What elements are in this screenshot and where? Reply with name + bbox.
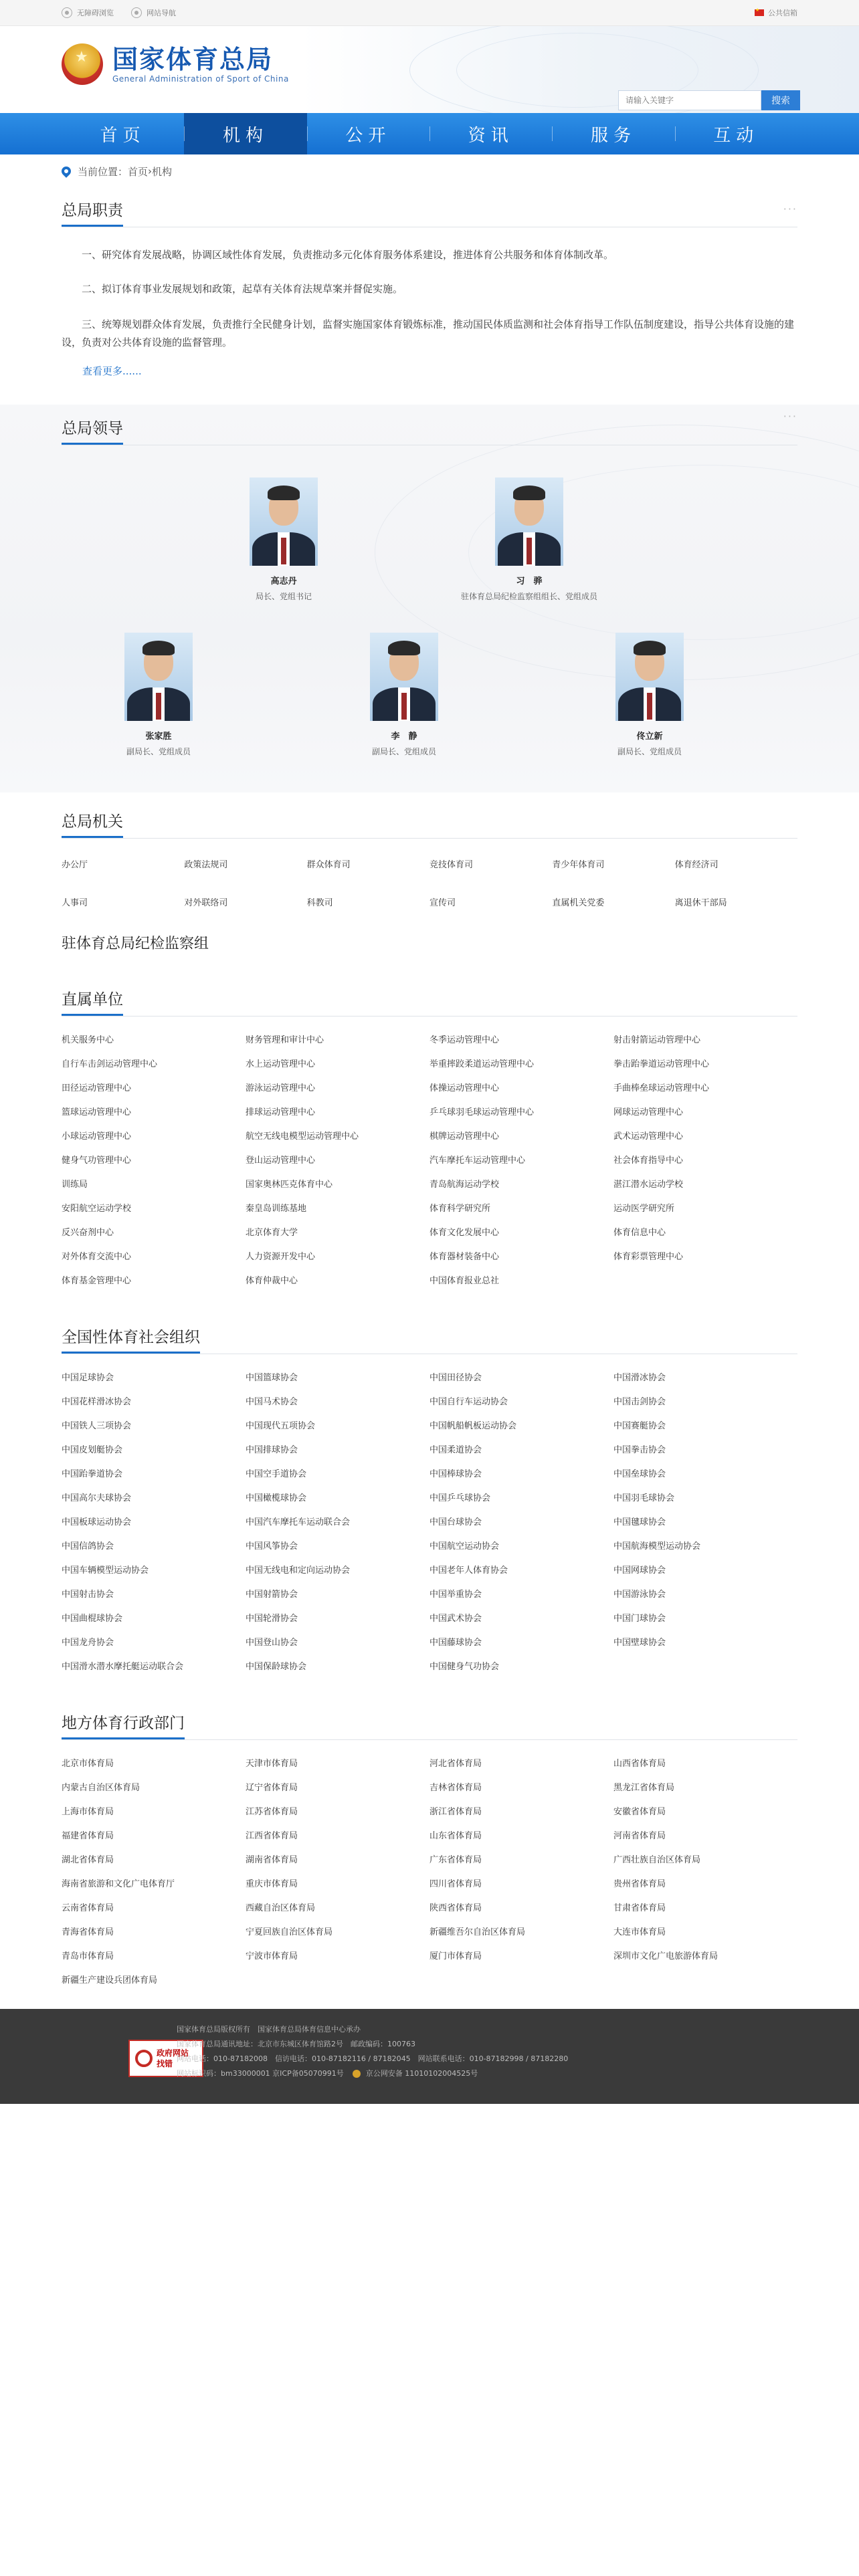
leader-photo[interactable] — [250, 477, 318, 566]
search-button[interactable]: 搜索 — [761, 90, 800, 110]
national-org-link[interactable]: 中国无线电和定向运动协会 — [246, 1566, 351, 1576]
direct-unit-link[interactable]: 举重摔跤柔道运动管理中心 — [430, 1059, 535, 1069]
national-org-link[interactable]: 中国板球运动协会 — [62, 1517, 132, 1527]
national-emblem-icon — [62, 43, 103, 85]
badge-line1: 政府网站 — [157, 2048, 189, 2058]
local-department-link[interactable]: 福建省体育局 — [62, 1831, 114, 1841]
site-title-cn: 国家体育总局 — [112, 45, 274, 74]
national-org-link[interactable]: 中国风筝协会 — [246, 1541, 298, 1551]
duty-paragraph: 三、统筹规划群众体育发展，负责推行全民健身计划，监督实施国家体育锻炼标准，推动国民体质监测和社会体育指导工作队伍制度建设，指导公共体育设施的建设，负责对公共体育设施的监督管理。 — [62, 318, 795, 348]
national-org-link[interactable]: 中国轮滑协会 — [246, 1614, 298, 1624]
direct-unit-link[interactable]: 游泳运动管理中心 — [246, 1083, 316, 1093]
site-logo[interactable] — [62, 43, 289, 85]
police-badge-icon — [353, 2070, 361, 2078]
local-department-link[interactable]: 甘肃省体育局 — [613, 1903, 666, 1913]
national-org-link[interactable]: 中国游泳协会 — [613, 1590, 666, 1600]
breadcrumb-home[interactable]: 首页 — [128, 165, 149, 178]
local-department-link[interactable]: 山东省体育局 — [430, 1831, 482, 1841]
national-org-link[interactable]: 中国毽球协会 — [613, 1517, 666, 1527]
leader-card[interactable] — [72, 633, 246, 757]
national-org-link[interactable]: 中国现代五项协会 — [246, 1421, 316, 1431]
direct-unit-link[interactable]: 冬季运动管理中心 — [430, 1035, 500, 1045]
local-department-link[interactable]: 江西省体育局 — [246, 1831, 298, 1841]
site-title-en: General Administration of Sport of China — [112, 74, 289, 84]
local-department-link[interactable]: 内蒙古自治区体育局 — [62, 1783, 140, 1793]
national-org-link[interactable]: 中国柔道协会 — [430, 1445, 482, 1455]
direct-unit-link[interactable]: 体育彩票管理中心 — [613, 1252, 684, 1262]
leader-name[interactable]: 佟立新 — [636, 732, 663, 742]
national-org-link[interactable]: 中国车辆模型运动协会 — [62, 1566, 149, 1576]
leader-name[interactable]: 李 静 — [391, 732, 417, 742]
leader-role: 副局长、党组成员 — [371, 747, 436, 756]
direct-units-title: 直属单位 — [62, 986, 123, 1016]
direct-unit-link[interactable]: 篮球运动管理中心 — [62, 1107, 132, 1117]
organ-link[interactable]: 群众体育司 — [306, 860, 351, 870]
national-org-link[interactable]: 中国击剑协会 — [613, 1397, 666, 1407]
direct-unit-link[interactable]: 射击射箭运动管理中心 — [613, 1035, 701, 1045]
national-org-link[interactable]: 中国航空运动协会 — [430, 1541, 500, 1551]
national-orgs-title: 全国性体育社会组织 — [62, 1324, 200, 1354]
leader-role: 副局长、党组成员 — [617, 747, 682, 756]
direct-unit-link[interactable]: 小球运动管理中心 — [62, 1132, 132, 1142]
national-org-link[interactable]: 中国网球协会 — [613, 1566, 666, 1576]
leaders-section — [0, 405, 859, 792]
local-department-link[interactable]: 北京市体育局 — [62, 1759, 114, 1769]
organs-list — [62, 857, 797, 908]
leader-card[interactable] — [317, 633, 491, 757]
local-department-link[interactable]: 广东省体育局 — [430, 1855, 482, 1865]
national-org-link[interactable]: 中国拳击协会 — [613, 1445, 666, 1455]
direct-unit-link[interactable]: 健身气功管理中心 — [62, 1156, 132, 1166]
national-org-link[interactable]: 中国高尔夫球协会 — [62, 1493, 132, 1503]
direct-unit-link[interactable]: 拳击跆拳道运动管理中心 — [613, 1059, 710, 1069]
top-bar — [0, 0, 859, 26]
national-org-link[interactable]: 中国汽车摩托车运动联合会 — [246, 1517, 351, 1527]
local-department-link[interactable]: 新疆生产建设兵团体育局 — [62, 1975, 158, 1985]
organ-link[interactable]: 体育经济司 — [674, 860, 719, 870]
national-org-link[interactable]: 中国跆拳道协会 — [62, 1469, 123, 1479]
duty-section — [62, 246, 797, 378]
nav-public[interactable]: 公开 — [307, 113, 430, 154]
leader-name[interactable]: 习 骅 — [516, 576, 543, 586]
local-department-link[interactable]: 山西省体育局 — [613, 1759, 666, 1769]
national-org-link[interactable]: 中国龙舟协会 — [62, 1638, 114, 1648]
site-nav-link[interactable] — [131, 7, 176, 18]
site-footer — [0, 2009, 859, 2104]
local-title: 地方体育行政部门 — [62, 1710, 185, 1739]
nav-home[interactable]: 首页 — [100, 125, 146, 146]
footer-copyright: 国家体育总局版权所有 国家体育总局体育信息中心承办 — [177, 2025, 361, 2034]
location-pin-icon — [60, 165, 73, 178]
local-department-link[interactable]: 深圳市文化广电旅游体育局 — [613, 1951, 719, 1961]
direct-unit-link[interactable]: 社会体育指导中心 — [613, 1156, 684, 1166]
national-org-link[interactable]: 中国花样滑冰协会 — [62, 1397, 132, 1407]
duty-paragraph: 一、研究体育发展战略，协调区域性体育发展，负责推动多元化体育服务体系建设，推进体育公共服务和体育体制改革。 — [82, 249, 614, 261]
leader-role: 局长、党组书记 — [255, 592, 312, 601]
local-department-link[interactable]: 宁波市体育局 — [246, 1951, 298, 1961]
local-department-link[interactable]: 河南省体育局 — [613, 1831, 666, 1841]
leader-name[interactable]: 高志丹 — [270, 576, 297, 586]
site-header — [0, 26, 859, 113]
national-org-link[interactable]: 中国藤球协会 — [430, 1638, 482, 1648]
local-department-link[interactable]: 大连市体育局 — [613, 1927, 666, 1937]
accessibility-label: 无障碍浏览 — [77, 9, 114, 17]
national-org-link[interactable]: 中国铁人三项协会 — [62, 1421, 132, 1431]
direct-unit-link[interactable]: 反兴奋剂中心 — [62, 1228, 114, 1238]
direct-unit-link[interactable]: 体育科学研究所 — [430, 1204, 491, 1214]
national-org-link[interactable]: 中国橄榄球协会 — [246, 1493, 307, 1503]
leader-name[interactable]: 张家胜 — [145, 732, 172, 742]
local-department-link[interactable]: 厦门市体育局 — [430, 1951, 482, 1961]
nav-organization[interactable]: 机构 — [184, 113, 306, 154]
national-org-link[interactable]: 中国马术协会 — [246, 1397, 298, 1407]
direct-unit-link[interactable]: 安阳航空运动学校 — [62, 1204, 132, 1214]
direct-unit-link[interactable]: 对外体育交流中心 — [62, 1252, 132, 1262]
national-org-link[interactable]: 中国保龄球协会 — [246, 1662, 307, 1672]
direct-unit-link[interactable]: 体育基金管理中心 — [62, 1276, 132, 1286]
organ-link[interactable]: 人事司 — [62, 898, 88, 908]
direct-unit-link[interactable]: 航空无线电模型运动管理中心 — [246, 1132, 359, 1142]
national-org-link[interactable]: 中国皮划艇协会 — [62, 1445, 123, 1455]
local-department-link[interactable]: 陕西省体育局 — [430, 1903, 482, 1913]
direct-unit-link[interactable]: 财务管理和审计中心 — [246, 1035, 324, 1045]
organ-link[interactable]: 直属机关党委 — [552, 898, 605, 908]
direct-units-section-header — [62, 986, 797, 1016]
national-org-link[interactable]: 中国滑冰协会 — [613, 1373, 666, 1383]
badge-line2: 找错 — [157, 2059, 173, 2068]
main-nav — [0, 113, 859, 154]
national-orgs-section-header — [62, 1324, 797, 1354]
local-departments-list — [62, 1752, 797, 1993]
breadcrumb-current: 机构 — [152, 165, 173, 178]
leaders-section-header — [62, 405, 797, 445]
direct-unit-link[interactable]: 排球运动管理中心 — [246, 1107, 316, 1117]
direct-unit-link[interactable]: 手曲棒垒球运动管理中心 — [613, 1083, 710, 1093]
organ-link[interactable]: 离退休干部局 — [674, 898, 727, 908]
search-input[interactable] — [618, 90, 761, 110]
local-department-link[interactable]: 安徽省体育局 — [613, 1807, 666, 1817]
direct-unit-link[interactable]: 自行车击剑运动管理中心 — [62, 1059, 158, 1069]
site-nav-label: 网站导航 — [147, 9, 176, 17]
direct-unit-link[interactable]: 汽车摩托车运动管理中心 — [430, 1156, 526, 1166]
organs-section-header — [62, 809, 797, 839]
direct-units-list — [62, 1029, 797, 1293]
public-mailbox-link[interactable] — [755, 7, 797, 18]
direct-unit-link[interactable]: 训练局 — [62, 1180, 88, 1190]
leader-card[interactable] — [197, 477, 371, 602]
organ-link[interactable]: 科教司 — [306, 898, 333, 908]
direct-unit-link[interactable]: 体育文化发展中心 — [430, 1228, 500, 1238]
direct-unit-link[interactable]: 中国体育报业总社 — [430, 1276, 500, 1286]
local-department-link[interactable]: 广西壮族自治区体育局 — [613, 1855, 701, 1865]
local-department-link[interactable]: 湖南省体育局 — [246, 1855, 298, 1865]
more-dots-icon[interactable]: ··· — [783, 410, 797, 423]
breadcrumb — [62, 154, 797, 188]
local-department-link[interactable]: 西藏自治区体育局 — [246, 1903, 316, 1913]
local-department-link[interactable]: 青海省体育局 — [62, 1927, 114, 1937]
flag-icon — [755, 9, 764, 16]
direct-unit-link[interactable]: 运动医学研究所 — [613, 1204, 675, 1214]
direct-unit-link[interactable]: 网球运动管理中心 — [613, 1107, 684, 1117]
duty-paragraph: 二、拟订体育事业发展规划和政策，起草有关体育法规草案并督促实施。 — [82, 283, 403, 295]
direct-unit-link[interactable]: 人力资源开发中心 — [246, 1252, 316, 1262]
national-org-link[interactable]: 中国羽毛球协会 — [613, 1493, 675, 1503]
direct-unit-link[interactable]: 乒乓球羽毛球运动管理中心 — [430, 1107, 535, 1117]
direct-unit-link[interactable]: 登山运动管理中心 — [246, 1156, 316, 1166]
direct-unit-link[interactable]: 体育仲裁中心 — [246, 1276, 298, 1286]
national-org-link[interactable]: 中国棒球协会 — [430, 1469, 482, 1479]
organ-link[interactable]: 宣传司 — [429, 898, 456, 908]
footer-icp[interactable]: 网站标识码：bm33000001 京ICP备05070991号 — [177, 2069, 344, 2078]
local-department-link[interactable]: 上海市体育局 — [62, 1807, 114, 1817]
nav-news[interactable]: 资讯 — [430, 113, 552, 154]
view-more-link[interactable]: 查看更多...... — [82, 365, 142, 377]
national-org-link[interactable]: 中国篮球协会 — [246, 1373, 298, 1383]
organs-title: 总局机关 — [62, 809, 123, 838]
national-org-link[interactable]: 中国壁球协会 — [613, 1638, 666, 1648]
local-department-link[interactable]: 青岛市体育局 — [62, 1951, 114, 1961]
nav-service[interactable]: 服务 — [552, 113, 674, 154]
duty-section-header — [62, 197, 797, 227]
search-box — [618, 90, 800, 110]
national-org-link[interactable]: 中国乒乓球协会 — [430, 1493, 491, 1503]
local-department-link[interactable]: 海南省旅游和文化广电体育厅 — [62, 1879, 175, 1889]
sitemap-icon — [131, 7, 142, 18]
organ-link[interactable]: 青少年体育司 — [552, 860, 605, 870]
leader-photo[interactable] — [615, 633, 684, 721]
nav-interaction[interactable]: 互动 — [675, 113, 797, 154]
national-org-link[interactable]: 中国田径协会 — [430, 1373, 482, 1383]
national-org-link[interactable]: 中国门球协会 — [613, 1614, 666, 1624]
local-department-link[interactable]: 黑龙江省体育局 — [613, 1783, 675, 1793]
public-mailbox-label: 公共信箱 — [768, 9, 797, 17]
local-department-link[interactable]: 宁夏回族自治区体育局 — [246, 1927, 333, 1937]
national-org-link[interactable]: 中国台球协会 — [430, 1517, 482, 1527]
footer-phones: 网站电话：010-87182008 信访电话：010-87182116 / 87182045 网站联系电话：010-87182998 / 87182280 — [177, 2054, 569, 2063]
national-org-link[interactable]: 中国健身气功协会 — [430, 1662, 500, 1672]
leader-card[interactable] — [442, 477, 616, 602]
magnifier-icon — [135, 2050, 153, 2067]
local-department-link[interactable]: 浙江省体育局 — [430, 1807, 482, 1817]
national-orgs-list — [62, 1366, 797, 1679]
leader-card[interactable] — [563, 633, 737, 757]
national-org-link[interactable]: 中国垒球协会 — [613, 1469, 666, 1479]
organ-link[interactable]: 对外联络司 — [184, 898, 228, 908]
more-dots-icon[interactable]: ··· — [783, 203, 797, 215]
national-org-link[interactable]: 中国赛艇协会 — [613, 1421, 666, 1431]
national-org-link[interactable]: 中国自行车运动协会 — [430, 1397, 508, 1407]
direct-unit-link[interactable]: 体育器材装备中心 — [430, 1252, 500, 1262]
national-org-link[interactable]: 中国空手道协会 — [246, 1469, 307, 1479]
national-org-link[interactable]: 中国武术协会 — [430, 1614, 482, 1624]
duty-title: 总局职责 — [62, 197, 123, 227]
organ-link[interactable]: 政策法规司 — [184, 860, 228, 870]
breadcrumb-prefix: 当前位置： — [78, 165, 128, 178]
leader-role: 驻体育总局纪检监察组组长、党组成员 — [460, 592, 597, 601]
local-department-link[interactable]: 新疆维吾尔自治区体育局 — [430, 1927, 526, 1937]
national-org-link[interactable]: 中国登山协会 — [246, 1638, 298, 1648]
direct-unit-link[interactable]: 田径运动管理中心 — [62, 1083, 132, 1093]
direct-unit-link[interactable]: 体操运动管理中心 — [430, 1083, 500, 1093]
accessibility-icon — [62, 7, 72, 18]
leader-photo[interactable] — [124, 633, 193, 721]
footer-police-record[interactable]: 京公网安备 11010102004525号 — [365, 2069, 478, 2078]
local-department-link[interactable]: 云南省体育局 — [62, 1903, 114, 1913]
national-org-link[interactable]: 中国信鸽协会 — [62, 1541, 114, 1551]
national-org-link[interactable]: 中国足球协会 — [62, 1373, 114, 1383]
direct-unit-link[interactable]: 秦皇岛训练基地 — [246, 1204, 307, 1214]
accessibility-link[interactable] — [62, 7, 114, 18]
direct-unit-link[interactable]: 青岛航海运动学校 — [430, 1180, 500, 1190]
local-department-link[interactable]: 辽宁省体育局 — [246, 1783, 298, 1793]
local-department-link[interactable]: 湖北省体育局 — [62, 1855, 114, 1865]
leader-photo[interactable] — [370, 633, 438, 721]
direct-unit-link[interactable]: 国家奥林匹克体育中心 — [246, 1180, 333, 1190]
discipline-group-link[interactable]: 驻体育总局纪检监察组 — [62, 936, 209, 952]
national-org-link[interactable]: 中国排球协会 — [246, 1445, 298, 1455]
organ-link[interactable]: 办公厅 — [62, 860, 88, 870]
direct-unit-link[interactable]: 武术运动管理中心 — [613, 1132, 684, 1142]
national-org-link[interactable]: 中国举重协会 — [430, 1590, 482, 1600]
breadcrumb-separator: › — [148, 165, 153, 177]
local-department-link[interactable]: 贵州省体育局 — [613, 1879, 666, 1889]
local-department-link[interactable]: 河北省体育局 — [430, 1759, 482, 1769]
direct-unit-link[interactable]: 水上运动管理中心 — [246, 1059, 316, 1069]
local-department-link[interactable]: 江苏省体育局 — [246, 1807, 298, 1817]
direct-unit-link[interactable]: 北京体育大学 — [246, 1228, 298, 1238]
leader-photo[interactable] — [495, 477, 563, 566]
local-department-link[interactable]: 四川省体育局 — [430, 1879, 482, 1889]
direct-unit-link[interactable]: 机关服务中心 — [62, 1035, 114, 1045]
footer-address: 国家体育总局通讯地址：北京市东城区体育馆路2号 邮政编码：100763 — [177, 2040, 415, 2048]
national-org-link[interactable]: 中国射击协会 — [62, 1590, 114, 1600]
leader-role: 副局长、党组成员 — [126, 747, 191, 756]
local-section-header — [62, 1710, 797, 1740]
local-department-link[interactable]: 重庆市体育局 — [246, 1879, 298, 1889]
direct-unit-link[interactable]: 湛江潜水运动学校 — [613, 1180, 684, 1190]
national-org-link[interactable]: 中国帆船帆板运动协会 — [430, 1421, 517, 1431]
local-department-link[interactable]: 天津市体育局 — [246, 1759, 298, 1769]
national-org-link[interactable]: 中国射箭协会 — [246, 1590, 298, 1600]
direct-unit-link[interactable]: 棋牌运动管理中心 — [430, 1132, 500, 1142]
direct-unit-link[interactable]: 体育信息中心 — [613, 1228, 666, 1238]
national-org-link[interactable]: 中国滑水潜水摩托艇运动联合会 — [62, 1662, 184, 1672]
national-org-link[interactable]: 中国曲棍球协会 — [62, 1614, 123, 1624]
leaders-title: 总局领导 — [62, 415, 123, 445]
national-org-link[interactable]: 中国航海模型运动协会 — [613, 1541, 701, 1551]
national-org-link[interactable]: 中国老年人体育协会 — [430, 1566, 508, 1576]
local-department-link[interactable]: 吉林省体育局 — [430, 1783, 482, 1793]
organ-link[interactable]: 竞技体育司 — [429, 860, 473, 870]
